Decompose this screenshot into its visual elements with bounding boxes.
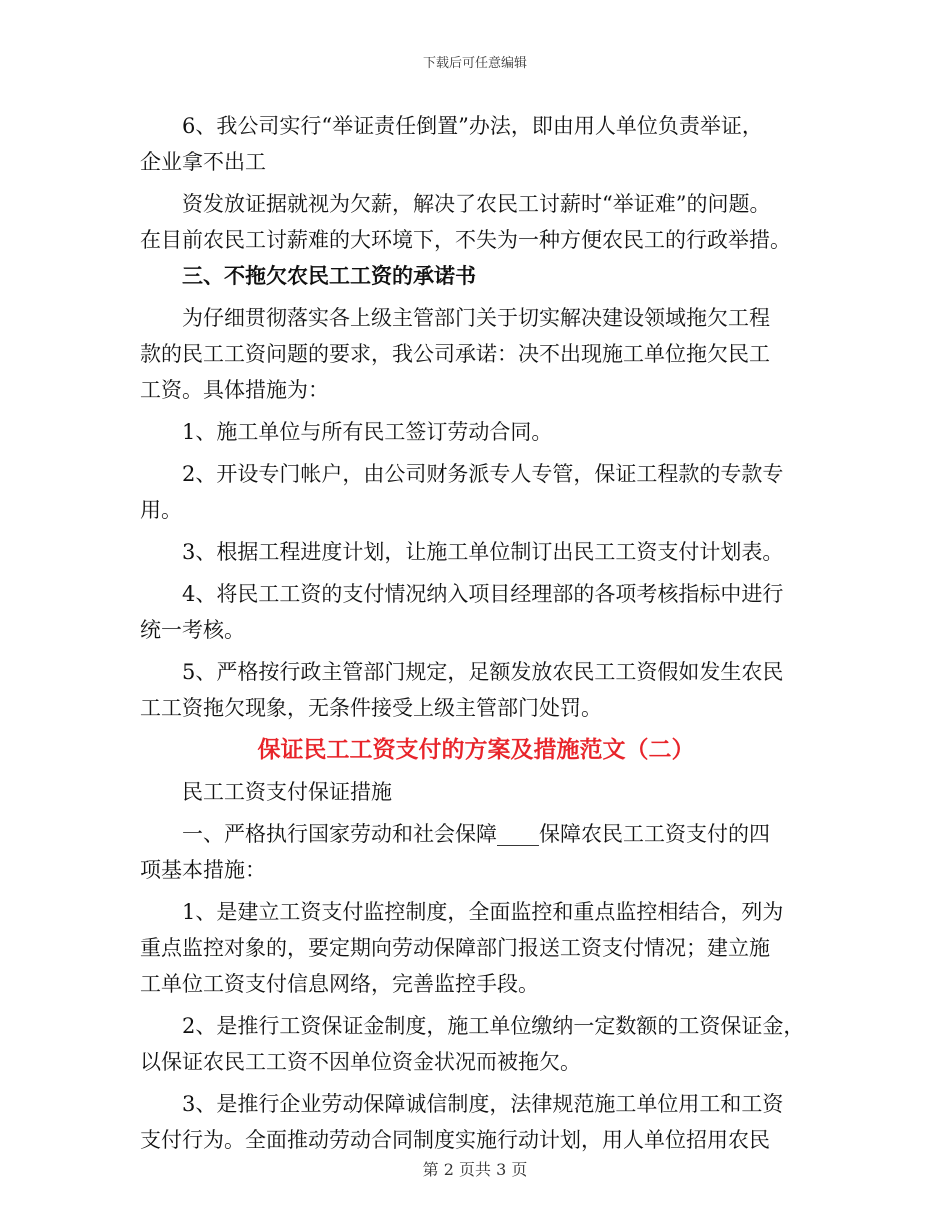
- paragraph-line: 6、我公司实行“举证责任倒置”办法，即由用人单位负责举证，: [182, 114, 763, 138]
- paragraph-line: 企业拿不出工: [140, 150, 266, 174]
- paragraph-line: 重点监控对象的，要定期向劳动保障部门报送工资支付情况；建立施: [140, 936, 770, 960]
- paragraph-line: 一、严格执行国家劳动和社会保障____保障农民工工资支付的四: [182, 822, 770, 846]
- paragraph-line: 3、是推行企业劳动保障诚信制度，法律规范施工单位用工和工资: [182, 1092, 784, 1116]
- paragraph-line: 1、施工单位与所有民工签订劳动合同。: [182, 420, 553, 444]
- paragraph-line: 5、严格按行政主管部门规定，足额发放农民工工资假如发生农民: [182, 660, 784, 684]
- paragraph-line: 2、开设专门帐户，由公司财务派专人专管，保证工程款的专款专: [182, 462, 784, 486]
- paragraph-line: 在目前农民工讨薪难的大环境下，不失为一种方便农民工的行政举措。: [140, 228, 791, 252]
- paragraph-line: 工资。具体措施为：: [140, 378, 329, 402]
- paragraph-line: 工单位工资支付信息网络，完善监控手段。: [140, 972, 539, 996]
- paragraph-line: 款的民工工资问题的要求，我公司承诺：决不出现施工单位拖欠民工: [140, 342, 770, 366]
- paragraph-line: 项基本措施：: [140, 858, 266, 882]
- paragraph-line: 工工资拖欠现象，无条件接受上级主管部门处罚。: [140, 696, 602, 720]
- paragraph-line: 4、将民工工资的支付情况纳入项目经理部的各项考核指标中进行: [182, 582, 784, 606]
- page-footer: 第 2 页共 3 页: [422, 1160, 528, 1179]
- paragraph-line: 支付行为。全面推动劳动合同制度实施行动计划，用人单位招用农民: [140, 1128, 770, 1152]
- paragraph-line: 为仔细贯彻落实各上级主管部门关于切实解决建设领域拖欠工程: [182, 306, 770, 330]
- page-header: 下载后可任意编辑: [422, 56, 527, 71]
- paragraph-line: 资发放证据就视为欠薪，解决了农民工讨薪时“举证难”的问题。: [182, 192, 771, 216]
- subtitle-line: 民工工资支付保证措施: [182, 780, 392, 804]
- section-heading: 三、不拖欠农民工工资的承诺书: [182, 263, 476, 288]
- paragraph-line: 2、是推行工资保证金制度，施工单位缴纳一定数额的工资保证金，: [182, 1014, 805, 1038]
- paragraph-line: 1、是建立工资支付监控制度，全面监控和重点监控相结合，列为: [182, 900, 784, 924]
- paragraph-line: 用。: [140, 498, 182, 522]
- document-body: [140, 108, 812, 1158]
- paragraph-line: 3、根据工程进度计划，让施工单位制订出民工工资支付计划表。: [182, 540, 784, 564]
- paragraph-line: 以保证农民工工资不因单位资金状况而被拖欠。: [140, 1050, 581, 1074]
- document-title: 保证民工工资支付的方案及措施范文（二）: [257, 736, 695, 763]
- paragraph-line: 统一考核。: [140, 618, 245, 642]
